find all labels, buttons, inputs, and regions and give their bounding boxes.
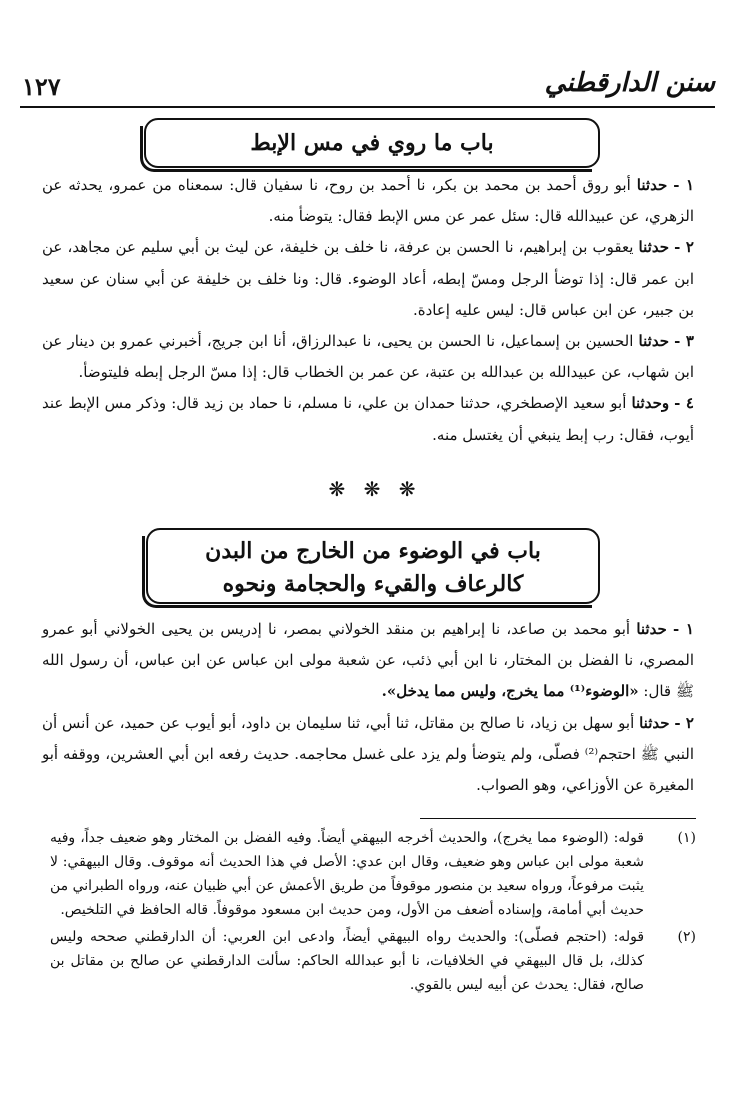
page-header [20, 68, 715, 112]
hadith-text: يعقوب بن إبراهيم، نا الحسن بن عرفة، نا خلف بن خليفة، عن ليث بن أبي سليم عن مجاهد، عن ابن عمر قال: إذا توضأ الرجل ومسّ إبطه، أعاد الوضوء. قال: ونا خلف بن خليفة عن أبي سنان عن سعيد بن جبير، عن ابن عباس قال: ليس عليه إعادة. [42, 238, 694, 319]
hadith-number: ٢ - [674, 713, 694, 732]
footnote [50, 925, 696, 997]
chapter-heading-line-2: كالرعاف والقيء والحجامة ونحوه [222, 571, 524, 597]
hadith-lead: حدثنا [636, 176, 668, 194]
chapter-heading-2 [146, 528, 600, 604]
footnote-number: (٢) [677, 929, 696, 945]
hadith-lead: حدثنا [638, 332, 669, 351]
hadith-paragraph [42, 170, 694, 232]
section-2-body [42, 614, 694, 801]
hadith-number: ٤ - [674, 394, 694, 413]
hadith-text: أبو روق أحمد بن محمد بن بكر، نا أحمد بن روح، نا سفيان قال: سمعناه من عمرو، يحدثه عن الزهري، عن عبيدالله قال: سئل عمر عن مس الإبط فقال: يتوضأ منه. [42, 176, 694, 226]
hadith-number: ١ - [672, 620, 694, 638]
footnote [50, 826, 696, 922]
hadith-paragraph [42, 708, 694, 802]
hadith-lead: حدثنا [639, 713, 670, 732]
hadith-quote: «الوضوء⁽¹⁾ مما يخرج، وليس مما يدخل». [381, 682, 639, 701]
section-separator: ❋ ❋ ❋ [328, 477, 422, 501]
hadith-text: أبو محمد بن صاعد، نا إبراهيم بن منقد الخولاني بمصر، نا إدريس بن يحيى الخولاني أبو عمرو المصري، نا الفضل بن المختار، نا ابن أبي ذئب، عن شعبة مولى ابن عباس عن ابن عباس، أن رسول الله ﷺ قال: [42, 620, 694, 701]
footnote-number: (١) [677, 830, 696, 846]
hadith-number: ٢ - [674, 238, 694, 257]
hadith-lead: حدثنا [638, 238, 669, 257]
hadith-text: الحسين بن إسماعيل، نا الحسن بن يحيى، نا عبدالرزاق، أنا ابن جريج، أخبرني عمرو بن دينار عن ابن شهاب، عن عبيدالله بن عبدالله بن عتبة، عن عمر بن الخطاب قال: إذا مسّ الرجل إبطه فليتوضأ. [42, 332, 694, 382]
hadith-paragraph [42, 388, 694, 450]
hadith-lead: وحدثنا [631, 394, 670, 413]
footnote-quote: قوله: (احتجم فصلّى): [513, 929, 645, 945]
hadith-lead: حدثنا [636, 620, 667, 638]
hadith-text: أبو سهل بن زياد، نا صالح بن مقاتل، ثنا أبي، ثنا سليمان بن داود، أبو أيوب عن حميد، عن أنس أن النبي ﷺ احتجم⁽²⁾ فصلّى، ولم يتوضأ ولم يزد على غسل محاجمه. حديث رفعه ابن أبي العشرين، ووقفه أبو المغيرة عن الأوزاعي، وهو الصواب. [42, 713, 695, 795]
chapter-heading-1 [144, 118, 600, 168]
chapter-heading-text: باب ما روي في مس الإبط [250, 130, 494, 156]
hadith-number: ٣ - [674, 332, 694, 351]
page-number: ١٢٧ [22, 72, 61, 101]
book-title: سنن الدارقطني [544, 68, 715, 98]
footnotes [50, 826, 696, 1000]
hadith-paragraph [42, 614, 694, 708]
footnote-rule [420, 818, 696, 819]
footnote-text: والحديث رواه البيهقي أيضاً، وادعى ابن العربي: أن الدارقطني صححه وليس كذلك، بل قال البيهقي في الخلافيات، نا أبو عبدالله الحاكم: سألت الدارقطني عن صالح بن مقاتل بن صالح، فقال: يحدث عن أبيه ليس بالقوي. [50, 929, 644, 993]
hadith-text: أبو سعيد الإصطخري، حدثنا حمدان بن علي، نا مسلم، نا حماد بن زيد قال: وذكر مس الإبط عند أيوب، فقال: رب إبط ينبغي أن يغتسل منه. [42, 394, 694, 444]
hadith-paragraph [42, 232, 694, 326]
footnote-quote: قوله: (الوضوء مما يخرج)، [492, 830, 644, 846]
hadith-number: ١ - [673, 176, 695, 194]
header-rule [20, 106, 715, 108]
hadith-paragraph [42, 326, 694, 388]
chapter-heading-line-1: باب في الوضوء من الخارج من البدن [205, 538, 541, 564]
footnote-text: والحديث أخرجه البيهقي أيضاً. وفيه الفضل بن المختار وهو ضعيف جداً، وفيه شعبة مولى ابن عباس وهو ضعيف، وقال ابن عدي: الأصل في هذا الحديث أنه موقوف. وقال البيهقي: لا يثبت مرفوعاً، ورواه سعيد بن منصور موقوفاً من طريق الأعمش عن أبي ظبيان عنه، ورواه الطبراني من حديث أبي أمامة، وإسناده أضعف من الأول، ومن حديث ابن مسعود موقوفاً. قاله الحافظ في التلخيص. [50, 830, 644, 918]
section-1-body [42, 170, 694, 451]
